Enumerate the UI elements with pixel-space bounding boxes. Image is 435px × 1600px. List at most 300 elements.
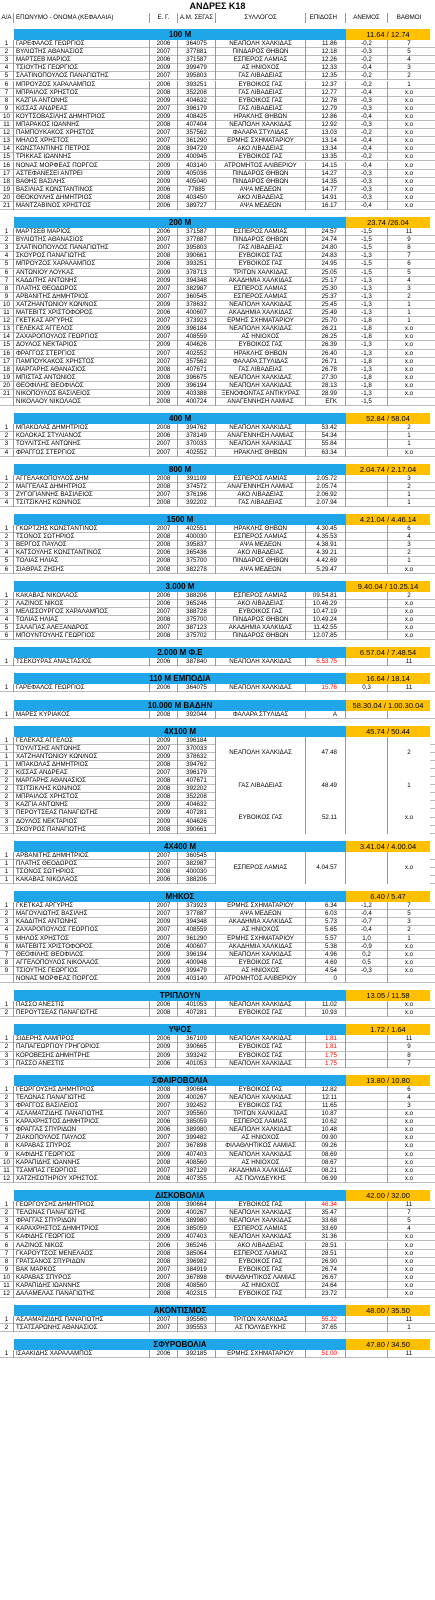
- cell-name: ΦΡΑΓΓΟΣ ΣΤΕΡΓΙΟΣ: [14, 350, 150, 358]
- cell-wind: -1,5: [346, 269, 388, 277]
- cell-name: ΚΑΖΓΙΑ ΑΝΤΩΝΗΣ: [14, 801, 150, 809]
- relay-wind: [346, 769, 388, 801]
- cell-points: 5: [407, 48, 411, 56]
- table-row: [0, 1110, 435, 1118]
- cell-registry-id: 395560: [178, 1110, 216, 1118]
- cell-name: ΚΑΡΑΒΑΣ ΣΠΥΡΟΣ: [14, 1142, 150, 1150]
- cell-club: ΑΚΑΔΗΜΙΑ ΧΑΛΚΙΔΑΣ: [216, 624, 306, 632]
- table-row: [0, 81, 435, 89]
- cell-points: 9: [407, 1043, 411, 1051]
- cell-registry-id: 388728: [178, 608, 216, 616]
- cell-registry-id: 387123: [178, 624, 216, 632]
- cell-birth-year: 2006: [150, 876, 178, 884]
- cell-performance: 51.00: [306, 1350, 346, 1358]
- cell-registry-id: 394762: [178, 761, 216, 769]
- cell-points: x.o: [404, 599, 414, 607]
- cell-registry-id: 392202: [178, 785, 216, 793]
- cell-aa: 3: [0, 1052, 14, 1060]
- cell-points: 11: [405, 658, 413, 666]
- cell-points: 11: [405, 1350, 413, 1358]
- table-row: [0, 285, 435, 293]
- cell-club: ΤΡΙΤΩΝ ΧΑΛΚΙΔΑΣ: [216, 1110, 306, 1118]
- cell-performance: 15.76: [306, 684, 346, 692]
- cell-aa: 19: [0, 374, 14, 382]
- cell-registry-id: 378149: [178, 432, 216, 440]
- cell-points: 11: [405, 684, 413, 692]
- cell-name: ΜΕΛΙΣΣΟΥΡΓΟΣ ΧΑΡΑΛΑΜΠΟΣ: [14, 608, 150, 616]
- table-row: [0, 202, 435, 210]
- cell-club: ΦΑΛΑΡΑ ΣΤΥΛΙΔΑΣ: [216, 129, 306, 137]
- table-row: [0, 1159, 435, 1167]
- relay-club: ΕΣΠΕΡΟΣ ΛΑΜΙΑΣ: [216, 852, 306, 884]
- cell-name: ΝΟΝΑΣ ΜΟΡΦΕΑΣ ΠΟΡΓΟΣ: [14, 162, 150, 170]
- cell-performance: 4.38.91: [306, 541, 346, 549]
- cell-aa: 1: [0, 868, 14, 876]
- cell-birth-year: 2007: [150, 1142, 178, 1150]
- cell-aa: 2: [0, 483, 14, 491]
- event-title: 200 Μ: [14, 217, 346, 228]
- relay-club: ΓΑΣ ΛΙΒΑΔΕΙΑΣ: [216, 769, 306, 801]
- cell-club: ΑΣ ΗΝΙΟΧΟΣ: [216, 926, 306, 934]
- cell-name: ΦΡΑΓΓΟΣ ΣΤΕΡΓΙΟΣ: [14, 449, 150, 457]
- cell-performance: 13.35: [306, 153, 346, 161]
- cell-birth-year: 2009: [150, 325, 178, 333]
- cell-aa: 4: [0, 616, 14, 624]
- cell-wind: [346, 1324, 388, 1332]
- cell-name: ΜΑΤΕΒΙΤΣ ΧΡΙΣΤΟΦΟΡΟΣ: [14, 943, 150, 951]
- cell-performance: 14.15: [306, 162, 346, 170]
- cell-performance: 12.82: [306, 1086, 346, 1094]
- cell-club: ΑΨΑ ΜΕΔΕΩΝ: [216, 910, 306, 918]
- cell-club: ΕΡΜΗΣ ΣΧΗΜΑΤΑΡΙΟΥ: [216, 137, 306, 145]
- cell-points: 11: [405, 1035, 413, 1043]
- cell-name: ΙΣΑΑΚΙΔΗΣ ΧΑΡΑΛΑΜΠΟΣ: [14, 1350, 150, 1358]
- cell-wind: 0,3: [346, 684, 388, 692]
- cell-points: x.o: [404, 137, 414, 145]
- cell-name: ΚΩΝΣΤΑΝΤΙΝΗΣ ΠΕΤΡΟΣ: [14, 145, 150, 153]
- cell-registry-id: 373923: [178, 317, 216, 325]
- cell-name: ΚΟΛΟΚΑΣ ΣΤΥΛΙΑΝΟΣ: [14, 432, 150, 440]
- cell-performance: 25.45: [306, 301, 346, 309]
- cell-name: ΜΑΡΕΣ ΚΥΡΙΑΚΟΣ: [14, 711, 150, 719]
- cell-points: 2: [407, 72, 411, 80]
- cell-name: ΤΣΙΤΣΙΚΛΗΣ ΚΩΝ/ΝΟΣ: [14, 499, 150, 507]
- cell-birth-year: 2009: [150, 162, 178, 170]
- cell-registry-id: 395560: [178, 1316, 216, 1324]
- cell-birth-year: 2009: [150, 269, 178, 277]
- cell-club: ΠΙΝΔΑΡΟΣ ΘΗΒΩΝ: [216, 557, 306, 565]
- column-header-aa: Α/Α: [0, 13, 14, 23]
- cell-wind: [346, 432, 388, 440]
- cell-club: ΑΚΑΔΗΜΙΑ ΧΑΛΚΙΔΑΣ: [216, 1167, 306, 1175]
- cell-club: ΑΣ ΗΝΙΟΧΟΣ: [216, 64, 306, 72]
- cell-registry-id: 394348: [178, 277, 216, 285]
- cell-wind: -1,5: [346, 228, 388, 236]
- cell-wind: [346, 658, 388, 666]
- cell-registry-id: 400607: [178, 309, 216, 317]
- event-limits: 13.80 / 10.80: [346, 1075, 430, 1086]
- cell-registry-id: 385059: [178, 1225, 216, 1233]
- event-limits: 2.04.74 / 2.17.04: [346, 464, 430, 475]
- cell-name: ΘΕΟΦΙΛΗΣ ΘΕΟΦΙΛΟΣ: [14, 382, 150, 390]
- cell-performance: ΕΓΚ: [306, 398, 346, 406]
- cell-aa: 3: [0, 818, 14, 826]
- cell-registry-id: 361290: [178, 935, 216, 943]
- cell-registry-id: 364075: [178, 40, 216, 48]
- cell-aa: 1: [0, 1316, 14, 1324]
- cell-performance: 24.83: [306, 252, 346, 260]
- event-title: ΜΗΚΟΣ: [14, 891, 346, 902]
- table-row: [0, 600, 435, 608]
- cell-points: x.o: [404, 1282, 414, 1289]
- cell-registry-id: 400607: [178, 943, 216, 951]
- cell-points: x.o: [404, 1142, 414, 1150]
- cell-performance: 28.51: [306, 1250, 346, 1258]
- cell-registry-id: 402552: [178, 449, 216, 457]
- cell-registry-id: 377881: [178, 48, 216, 56]
- cell-points: x.o: [404, 607, 414, 615]
- cell-points: 1: [407, 317, 411, 325]
- cell-points: x.o: [404, 112, 414, 120]
- cell-name: ΜΠΡΑΙΛΟΣ ΧΡΗΣΤΟΣ: [14, 89, 150, 97]
- cell-club: ΝΕΑΠΟΛΗ ΧΑΛΚΙΔΑΣ: [216, 951, 306, 959]
- cell-wind: -0,4: [346, 89, 388, 97]
- table-row: [0, 1060, 435, 1068]
- cell-club: ΑΚΑΔΗΜΙΑ ΧΑΛΚΙΔΑΣ: [216, 309, 306, 317]
- table-row: [0, 1001, 435, 1009]
- cell-wind: -0,3: [346, 186, 388, 194]
- cell-club: ΑΝΑΓΕΝΝΗΣΗ ΛΑΜΙΑΣ: [216, 398, 306, 406]
- table-row: [0, 483, 435, 491]
- cell-registry-id: 378713: [178, 269, 216, 277]
- cell-points: x.o: [404, 333, 414, 341]
- cell-name: ΑΣΛΑΜΑΤΖΙΔΗΣ ΠΑΝΑΓΙΩΤΗΣ: [14, 1110, 150, 1118]
- cell-birth-year: 2009: [150, 341, 178, 349]
- cell-birth-year: 2007: [150, 1324, 178, 1332]
- column-header-name: ΕΠΩΝΥΜΟ - ΟΝΟΜΑ (ΚΕΦΑΛΑΙΑ): [14, 13, 150, 23]
- cell-name: ΣΛΑΤΙΝΟΠΟΥΛΟΣ ΠΑΝΑΓΙΩΤΗΣ: [14, 72, 150, 80]
- cell-performance: 6.34: [306, 902, 346, 910]
- cell-wind: [346, 1350, 388, 1358]
- cell-birth-year: 2006: [150, 432, 178, 440]
- cell-registry-id: 373923: [178, 902, 216, 910]
- cell-points: 4: [407, 56, 411, 64]
- cell-name: ΒΥΛΙΩΤΗΣ ΑΘΑΝΑΣΙΟΣ: [14, 236, 150, 244]
- cell-name: ΜΑΡΤΣΕΒ ΜΑΡΙΟΣ: [14, 228, 150, 236]
- cell-points: x.o: [404, 966, 414, 974]
- cell-birth-year: 2006: [150, 592, 178, 600]
- event-title: ΔΙΣΚΟΒΟΛΙΑ: [14, 1190, 346, 1201]
- cell-club: ΕΥΒΟΙΚΟΣ ΓΑΣ: [216, 1086, 306, 1094]
- column-header-performance: ΕΠΙΔΟΣΗ: [306, 13, 346, 23]
- cell-wind: [346, 440, 388, 448]
- event-title: ΥΨΟΣ: [14, 1024, 346, 1035]
- cell-birth-year: 2007: [150, 1110, 178, 1118]
- event-limits: 52.84 / 58.04: [346, 413, 430, 424]
- event-title: 10.000 Μ ΒΑΔΗΝ: [14, 700, 346, 711]
- cell-birth-year: 2006: [150, 684, 178, 692]
- table-row: [0, 902, 435, 910]
- cell-performance: 10.62: [306, 1118, 346, 1126]
- cell-aa: 9: [0, 105, 14, 113]
- event-limits: 1.72 / 1.64: [346, 1024, 430, 1035]
- cell-registry-id: 392452: [178, 1102, 216, 1110]
- cell-aa: 4: [0, 549, 14, 557]
- cell-wind: -0,2: [346, 129, 388, 137]
- cell-name: ΓΕΛΕΚΑΣ ΑΓΓΕΛΟΣ: [14, 737, 150, 745]
- cell-name: ΜΠΑΡΑΚΟΣ ΙΩΑΝΝΗΣ: [14, 121, 150, 129]
- cell-name: ΚΑΡΑΧΡΗΣΤΟΣ ΔΗΜΗΤΡΙΟΣ: [14, 1118, 150, 1126]
- cell-birth-year: 2008: [150, 1159, 178, 1167]
- cell-aa: 1: [0, 860, 14, 868]
- cell-points: 4: [407, 276, 411, 284]
- cell-points: x.o: [404, 1009, 414, 1017]
- table-row: [0, 910, 435, 918]
- cell-club: ΝΕΑΠΟΛΗ ΧΑΛΚΙΔΑΣ: [216, 424, 306, 432]
- cell-aa: 1: [0, 684, 14, 692]
- cell-name: ΠΑΜΠΟΥΚΑΚΟΣ ΧΡΗΣΤΟΣ: [14, 358, 150, 366]
- cell-points: x.o: [404, 88, 414, 96]
- cell-points: x.o: [404, 1001, 414, 1009]
- cell-birth-year: 2009: [150, 301, 178, 309]
- cell-name: ΤΣΑΜΠΑΣ ΓΕΩΡΓΙΟΣ: [14, 1167, 150, 1175]
- cell-club: ΕΡΜΗΣ ΣΧΗΜΑΤΑΡΙΟΥ: [216, 902, 306, 910]
- cell-registry-id: 408560: [178, 1282, 216, 1290]
- cell-name: ΣΙΔΕΡΗΣ ΛΑΜΠΡΟΣ: [14, 1035, 150, 1043]
- cell-club: ΕΡΜΗΣ ΣΧΗΜΑΤΑΡΙΟΥ: [216, 1350, 306, 1358]
- cell-birth-year: 2007: [150, 137, 178, 145]
- cell-aa: 11: [0, 309, 14, 317]
- table-row: [0, 684, 435, 692]
- cell-aa: 1: [0, 475, 14, 483]
- cell-club: ΓΑΣ ΛΙΒΑΔΕΙΑΣ: [216, 105, 306, 113]
- cell-club: ΗΡΑΚΛΗΣ ΘΗΒΩΝ: [216, 525, 306, 533]
- cell-performance: 11.02: [306, 1001, 346, 1009]
- cell-aa: 7: [0, 89, 14, 97]
- cell-registry-id: 390664: [178, 1201, 216, 1209]
- cell-name: ΓΚΕΤΚΑΣ ΑΡΓΥΡΗΣ: [14, 902, 150, 910]
- cell-aa: 1: [0, 1035, 14, 1043]
- cell-birth-year: 2008: [150, 1201, 178, 1209]
- cell-performance: 33.68: [306, 1217, 346, 1225]
- cell-performance: 26.21: [306, 325, 346, 333]
- cell-performance: 25.05: [306, 269, 346, 277]
- cell-birth-year: 2008: [150, 483, 178, 491]
- cell-birth-year: 2009: [150, 97, 178, 105]
- cell-birth-year: 2006: [150, 658, 178, 666]
- cell-name: ΤΟΛΙΑΣ ΗΛΙΑΣ: [14, 616, 150, 624]
- cell-wind: -0,3: [346, 121, 388, 129]
- cell-wind: -1,8: [346, 325, 388, 333]
- cell-registry-id: 382987: [178, 860, 216, 868]
- table-row: [0, 1258, 435, 1266]
- cell-birth-year: 2007: [150, 236, 178, 244]
- cell-points: [388, 975, 430, 983]
- cell-birth-year: 2006: [150, 309, 178, 317]
- cell-club: ΕΣΠΕΡΟΣ ΛΑΜΙΑΣ: [216, 1225, 306, 1233]
- cell-registry-id: 395553: [178, 1324, 216, 1332]
- table-row: [0, 432, 435, 440]
- cell-name: ΧΑΤΖΗΑΝΤΩΝΙΟΥ ΚΩΝ/ΝΟΣ: [14, 301, 150, 309]
- cell-registry-id: 400948: [178, 959, 216, 967]
- cell-wind: -1,3: [346, 301, 388, 309]
- cell-name: ΓΚΕΤΚΑΣ ΑΡΓΥΡΗΣ: [14, 317, 150, 325]
- cell-performance: 5.29.47: [306, 566, 346, 574]
- cell-club: ΑΨΑ ΜΕΔΕΩΝ: [216, 541, 306, 549]
- cell-name: ΖΑΧΑΡΟΠΟΥΛΟΣ ΓΕΩΡΓΙΟΣ: [14, 926, 150, 934]
- cell-aa: 21: [0, 202, 14, 210]
- table-row: [0, 533, 435, 541]
- cell-name: ΤΕΛΩΝΑΣ ΠΑΝΑΓΙΩΤΗΣ: [14, 1094, 150, 1102]
- table-row: [0, 1225, 435, 1233]
- cell-registry-id: 396194: [178, 951, 216, 959]
- cell-aa: 2: [0, 1009, 14, 1017]
- cell-aa: 1: [0, 761, 14, 769]
- cell-wind: [346, 483, 388, 491]
- cell-birth-year: 2007: [150, 1102, 178, 1110]
- cell-club: ΑΚΟ ΛΙΒΑΔΕΙΑΣ: [216, 549, 306, 557]
- event-title: ΣΦΑΙΡΟΒΟΛΙΑ: [14, 1075, 346, 1086]
- cell-name: ΓΚΑΡΟΥΤΣΟΣ ΜΕΝΕΛΑΟΣ: [14, 1250, 150, 1258]
- cell-wind: [346, 1274, 388, 1282]
- cell-wind: -1,3: [346, 309, 388, 317]
- cell-performance: 35.47: [306, 1209, 346, 1217]
- cell-registry-id: 396184: [178, 325, 216, 333]
- table-row: [0, 632, 435, 640]
- cell-wind: [346, 975, 388, 983]
- cell-wind: -0,2: [346, 56, 388, 64]
- cell-points: 2: [407, 591, 411, 599]
- cell-points: 2: [407, 549, 411, 557]
- cell-club: ΝΕΑΠΟΛΗ ΧΑΛΚΙΔΑΣ: [216, 121, 306, 129]
- cell-name: ΚΑΡΑΠΙΔΗΣ ΙΩΑΝΝΗΣ: [14, 1159, 150, 1167]
- cell-name: ΤΣΑΤΣΑΡΩΝΗΣ ΑΘΑΝΑΣΙΟΣ: [14, 1324, 150, 1332]
- cell-registry-id: 360545: [178, 852, 216, 860]
- cell-aa: 2: [0, 48, 14, 56]
- cell-club: ΕΥΒΟΙΚΟΣ ΓΑΣ: [216, 252, 306, 260]
- cell-club: ΝΕΑΠΟΛΗ ΧΑΛΚΙΔΑΣ: [216, 1151, 306, 1159]
- table-row: [0, 1094, 435, 1102]
- cell-name: ΔΑΛΑΜΕΛΑΣ ΠΑΝΑΓΙΩΤΗΣ: [14, 1290, 150, 1298]
- table-row: [0, 325, 435, 333]
- cell-birth-year: 2009: [150, 951, 178, 959]
- sheet-title: ΑΝΔΡΕΣ Κ18: [189, 1, 246, 11]
- cell-birth-year: 2006: [150, 40, 178, 48]
- table-row: [0, 1175, 435, 1183]
- column-header-points: ΒΑΘΜΟΙ: [396, 14, 422, 21]
- cell-birth-year: 2007: [150, 624, 178, 632]
- cell-registry-id: 405036: [178, 170, 216, 178]
- cell-points: x.o: [404, 390, 414, 398]
- cell-birth-year: 2008: [150, 793, 178, 801]
- event-limits: 45.74 / 50.44: [346, 726, 430, 737]
- cell-points: x.o: [404, 325, 414, 333]
- cell-registry-id: 402552: [178, 350, 216, 358]
- table-row: [0, 129, 435, 137]
- table-row: [0, 424, 435, 432]
- cell-wind: -0,4: [346, 113, 388, 121]
- cell-wind: [346, 1134, 388, 1142]
- cell-birth-year: 2009: [150, 918, 178, 926]
- cell-name: ΤΡΙΚΚΑΣ ΙΩΑΝΝΗΣ: [14, 153, 150, 161]
- cell-performance: 12.33: [306, 64, 346, 72]
- column-header-club: ΣΥΛΛΟΓΟΣ: [216, 13, 306, 23]
- cell-club: ΗΡΑΚΛΗΣ ΘΗΒΩΝ: [216, 350, 306, 358]
- table-row: [0, 178, 435, 186]
- cell-aa: 4: [0, 449, 14, 457]
- cell-points: x.o: [404, 1150, 414, 1158]
- table-row: [0, 943, 435, 951]
- cell-points: x.o: [404, 1241, 414, 1249]
- cell-wind: -0,4: [346, 926, 388, 934]
- cell-club: ΓΑΣ ΛΙΒΑΔΕΙΑΣ: [216, 499, 306, 507]
- cell-name: ΜΠΟΥΝΤΟΥΛΗΣ ΓΕΩΡΓΙΟΣ: [14, 632, 150, 640]
- cell-points: x.o: [404, 145, 414, 153]
- cell-points: x.o: [404, 185, 414, 193]
- cell-aa: 10: [0, 1274, 14, 1282]
- cell-points: 3: [407, 474, 411, 482]
- cell-birth-year: 2009: [150, 975, 178, 983]
- cell-performance: 55.84: [306, 440, 346, 448]
- cell-birth-year: 2009: [150, 153, 178, 161]
- cell-name: ΜΠΡΟΥΖΟΣ ΧΑΡΑΛΑΜΠΟΣ: [14, 260, 150, 268]
- cell-name: ΒΑΘΗΣ ΒΑΣΙΛΗΣ: [14, 178, 150, 186]
- table-row: [0, 162, 435, 170]
- cell-birth-year: 2007: [150, 48, 178, 56]
- table-row: [0, 40, 435, 48]
- cell-club: ΠΙΝΔΑΡΟΣ ΘΗΒΩΝ: [216, 178, 306, 186]
- cell-registry-id: 403140: [178, 162, 216, 170]
- cell-registry-id: 389727: [178, 202, 216, 210]
- cell-points: 3: [407, 918, 411, 926]
- cell-club: ΑΣ ΠΟΛΥΔΕΥΚΗΣ: [216, 1324, 306, 1332]
- cell-name: ΚΑΚΑΒΑΣ ΝΙΚΟΛΑΟΣ: [14, 592, 150, 600]
- cell-performance: 26.71: [306, 358, 346, 366]
- cell-club: ΑΣ ΗΝΙΟΧΟΣ: [216, 1159, 306, 1167]
- cell-name: ΣΛΑΤΙΝΟΠΟΥΛΟΣ ΠΑΝΑΓΙΩΤΗΣ: [14, 244, 150, 252]
- cell-birth-year: 2008: [150, 1290, 178, 1298]
- cell-club: ΕΥΒΟΙΚΟΣ ΓΑΣ: [216, 1258, 306, 1266]
- cell-name: ΜΑΓΓΕΛΑΣ ΔΗΜΗΤΡΙΟΣ: [14, 483, 150, 491]
- cell-aa: 2: [0, 1043, 14, 1051]
- table-row: [0, 592, 435, 600]
- cell-aa: 16: [0, 162, 14, 170]
- cell-registry-id: 400724: [178, 398, 216, 406]
- cell-wind: -1,8: [346, 374, 388, 382]
- cell-club: ΕΡΜΗΣ ΣΧΗΜΑΤΑΡΙΟΥ: [216, 317, 306, 325]
- cell-birth-year: 2007: [150, 440, 178, 448]
- cell-registry-id: 407281: [178, 1009, 216, 1017]
- cell-wind: -0,3: [346, 178, 388, 186]
- cell-aa: 7: [0, 1134, 14, 1142]
- cell-performance: 5.73: [306, 918, 346, 926]
- cell-registry-id: 393251: [178, 81, 216, 89]
- table-row: [0, 1142, 435, 1150]
- cell-points: 1: [407, 557, 411, 565]
- cell-performance: 28.13: [306, 382, 346, 390]
- table-row: [0, 56, 435, 64]
- cell-club: ΦΙΛΑΘΛΗΤΙΚΟΣ ΛΑΜΙΑΣ: [216, 1274, 306, 1282]
- cell-points: x.o: [404, 1265, 414, 1273]
- cell-club: ΑΨΑ ΜΕΔΕΩΝ: [216, 186, 306, 194]
- cell-club: ΑΨΑ ΜΕΔΕΩΝ: [216, 202, 306, 210]
- cell-wind: [346, 525, 388, 533]
- cell-club: ΞΕΝΟΦΩΝΤΑΣ ΑΝΤΙΚΥΡΑΣ: [216, 390, 306, 398]
- cell-birth-year: 2008: [150, 785, 178, 793]
- table-row: [0, 1209, 435, 1217]
- cell-name: ΓΑΡΕΦΑΛΟΣ ΓΕΩΡΓΙΟΣ: [14, 684, 150, 692]
- cell-name: ΦΡΑΓΓΑΣ ΣΠΥΡΙΔΩΝ: [14, 1126, 150, 1134]
